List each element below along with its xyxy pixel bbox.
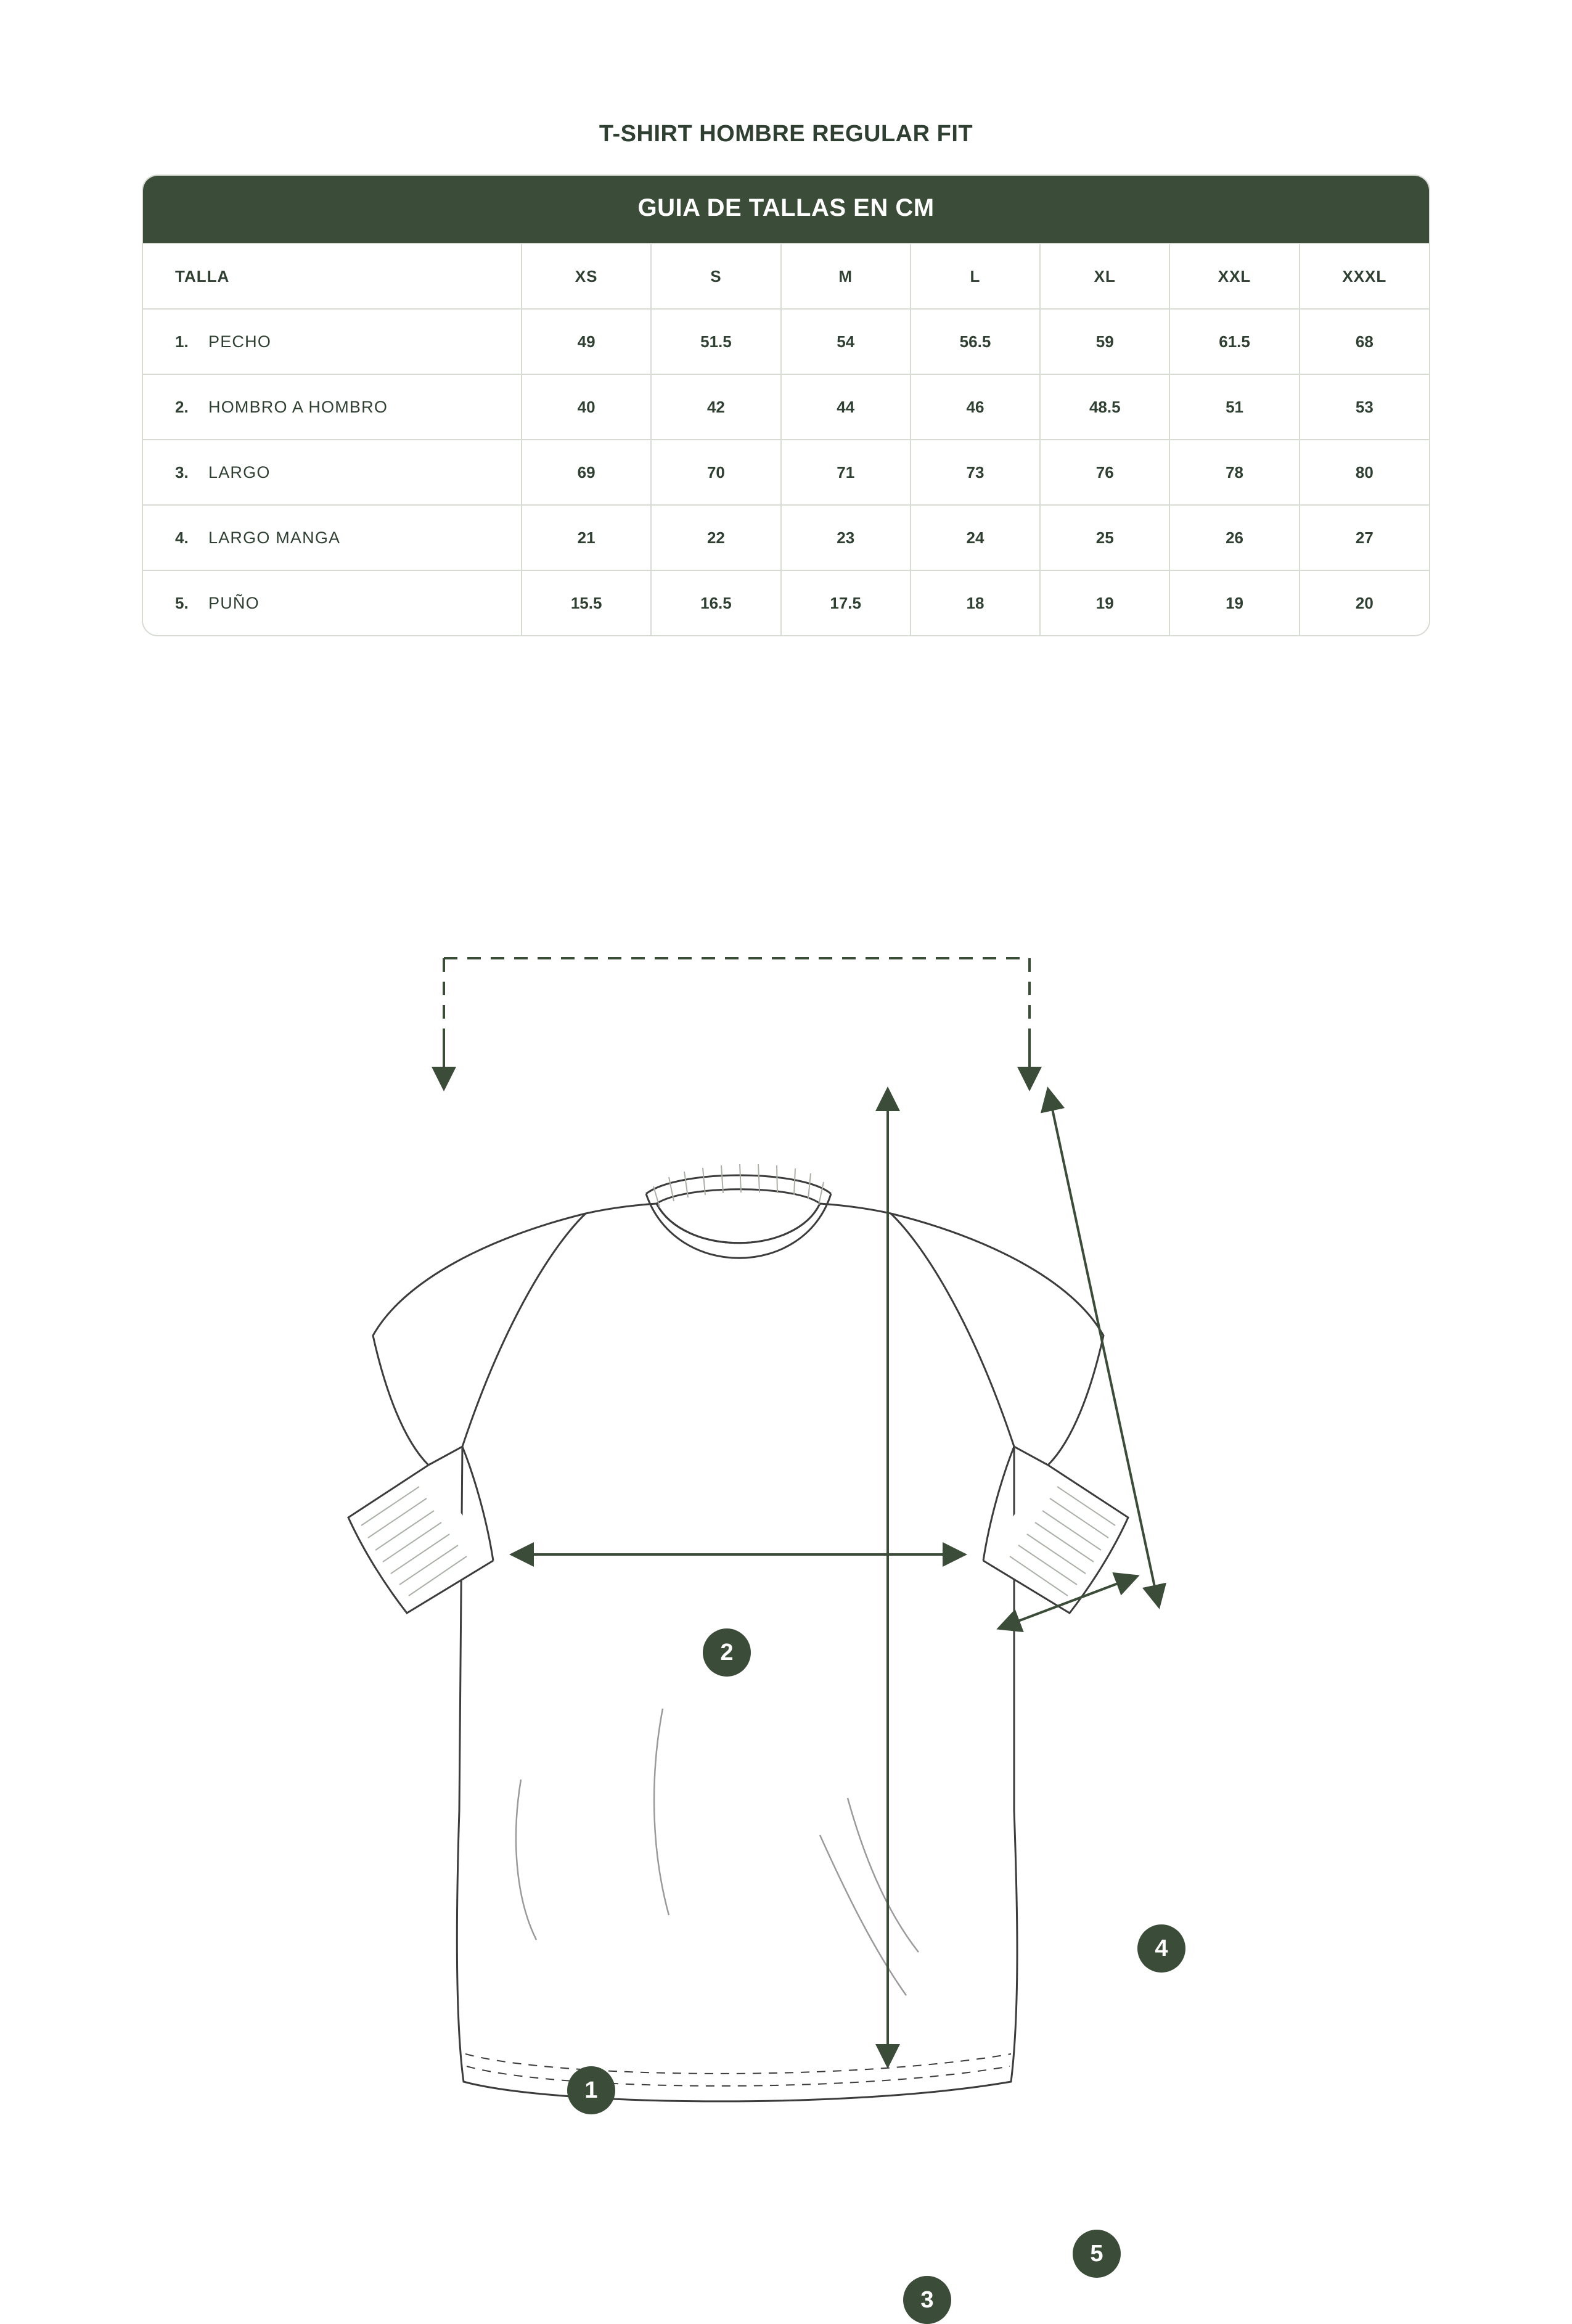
row-number: 5.: [175, 593, 189, 612]
row-label-cell: [143, 505, 522, 570]
cell-value: 22: [651, 505, 780, 570]
cell-value: 16.5: [651, 570, 780, 635]
column-header-l: L: [911, 244, 1040, 309]
cell-value: 18: [911, 570, 1040, 635]
measure-line-2: [444, 958, 1030, 1040]
row-number: 2.: [175, 397, 189, 416]
cell-value: 78: [1169, 440, 1299, 505]
row-number: 4.: [175, 528, 189, 547]
cell-value: 53: [1300, 374, 1429, 440]
cell-value: 26: [1169, 505, 1299, 570]
cell-value: 48.5: [1040, 374, 1169, 440]
row-number: 3.: [175, 462, 189, 482]
cell-value: 56.5: [911, 309, 1040, 374]
garment-measurement-diagram: [0, 848, 1572, 2313]
row-label: HOMBRO A HOMBRO: [208, 397, 388, 416]
table-row: [143, 309, 1429, 374]
column-header-xxl: XXL: [1169, 244, 1299, 309]
cell-value: 68: [1300, 309, 1429, 374]
table-row: [143, 570, 1429, 635]
row-number: 1.: [175, 332, 189, 351]
size-guide-banner: GUIA DE TALLAS EN CM: [143, 176, 1429, 243]
cell-value: 51.5: [651, 309, 780, 374]
cell-value: 80: [1300, 440, 1429, 505]
cell-value: 19: [1040, 570, 1169, 635]
cell-value: 49: [522, 309, 651, 374]
row-label: PUÑO: [208, 593, 260, 612]
cell-value: 73: [911, 440, 1040, 505]
row-label-cell: [143, 440, 522, 505]
row-label: LARGO MANGA: [208, 528, 341, 547]
row-label-cell: [143, 309, 522, 374]
measure-badge-5: 5: [1073, 2230, 1121, 2278]
measure-badge-3: 3: [903, 2276, 951, 2324]
cell-value: 20: [1300, 570, 1429, 635]
column-header-s: S: [651, 244, 780, 309]
cell-value: 17.5: [781, 570, 911, 635]
sizes-table: [143, 243, 1429, 635]
row-label-cell: [143, 374, 522, 440]
cell-value: 42: [651, 374, 780, 440]
table-row: [143, 440, 1429, 505]
row-label: PECHO: [208, 332, 272, 351]
cell-value: 25: [1040, 505, 1169, 570]
row-label-cell: [143, 570, 522, 635]
column-header-xl: XL: [1040, 244, 1169, 309]
cell-value: 70: [651, 440, 780, 505]
table-header-row: [143, 244, 1429, 309]
measure-badge-1: 1: [567, 2066, 615, 2114]
page-title: T-SHIRT HOMBRE REGULAR FIT: [599, 121, 973, 147]
row-label: LARGO: [208, 462, 271, 482]
cell-value: 61.5: [1169, 309, 1299, 374]
cell-value: 44: [781, 374, 911, 440]
cell-value: 54: [781, 309, 911, 374]
cell-value: 23: [781, 505, 911, 570]
column-header-xs: XS: [522, 244, 651, 309]
cell-value: 59: [1040, 309, 1169, 374]
measure-badge-2: 2: [703, 1628, 751, 1677]
cell-value: 21: [522, 505, 651, 570]
cell-value: 15.5: [522, 570, 651, 635]
column-header-m: M: [781, 244, 911, 309]
column-header-talla: TALLA: [143, 244, 522, 309]
cell-value: 69: [522, 440, 651, 505]
column-header-xxxl: XXXL: [1300, 244, 1429, 309]
size-guide-table: [142, 175, 1430, 636]
cell-value: 24: [911, 505, 1040, 570]
cell-value: 71: [781, 440, 911, 505]
measure-badge-4: 4: [1137, 1924, 1185, 1973]
cell-value: 40: [522, 374, 651, 440]
tshirt-illustration: [0, 848, 1572, 2143]
cell-value: 27: [1300, 505, 1429, 570]
cell-value: 46: [911, 374, 1040, 440]
cell-value: 76: [1040, 440, 1169, 505]
cell-value: 19: [1169, 570, 1299, 635]
cell-value: 51: [1169, 374, 1299, 440]
table-row: [143, 505, 1429, 570]
table-row: [143, 374, 1429, 440]
